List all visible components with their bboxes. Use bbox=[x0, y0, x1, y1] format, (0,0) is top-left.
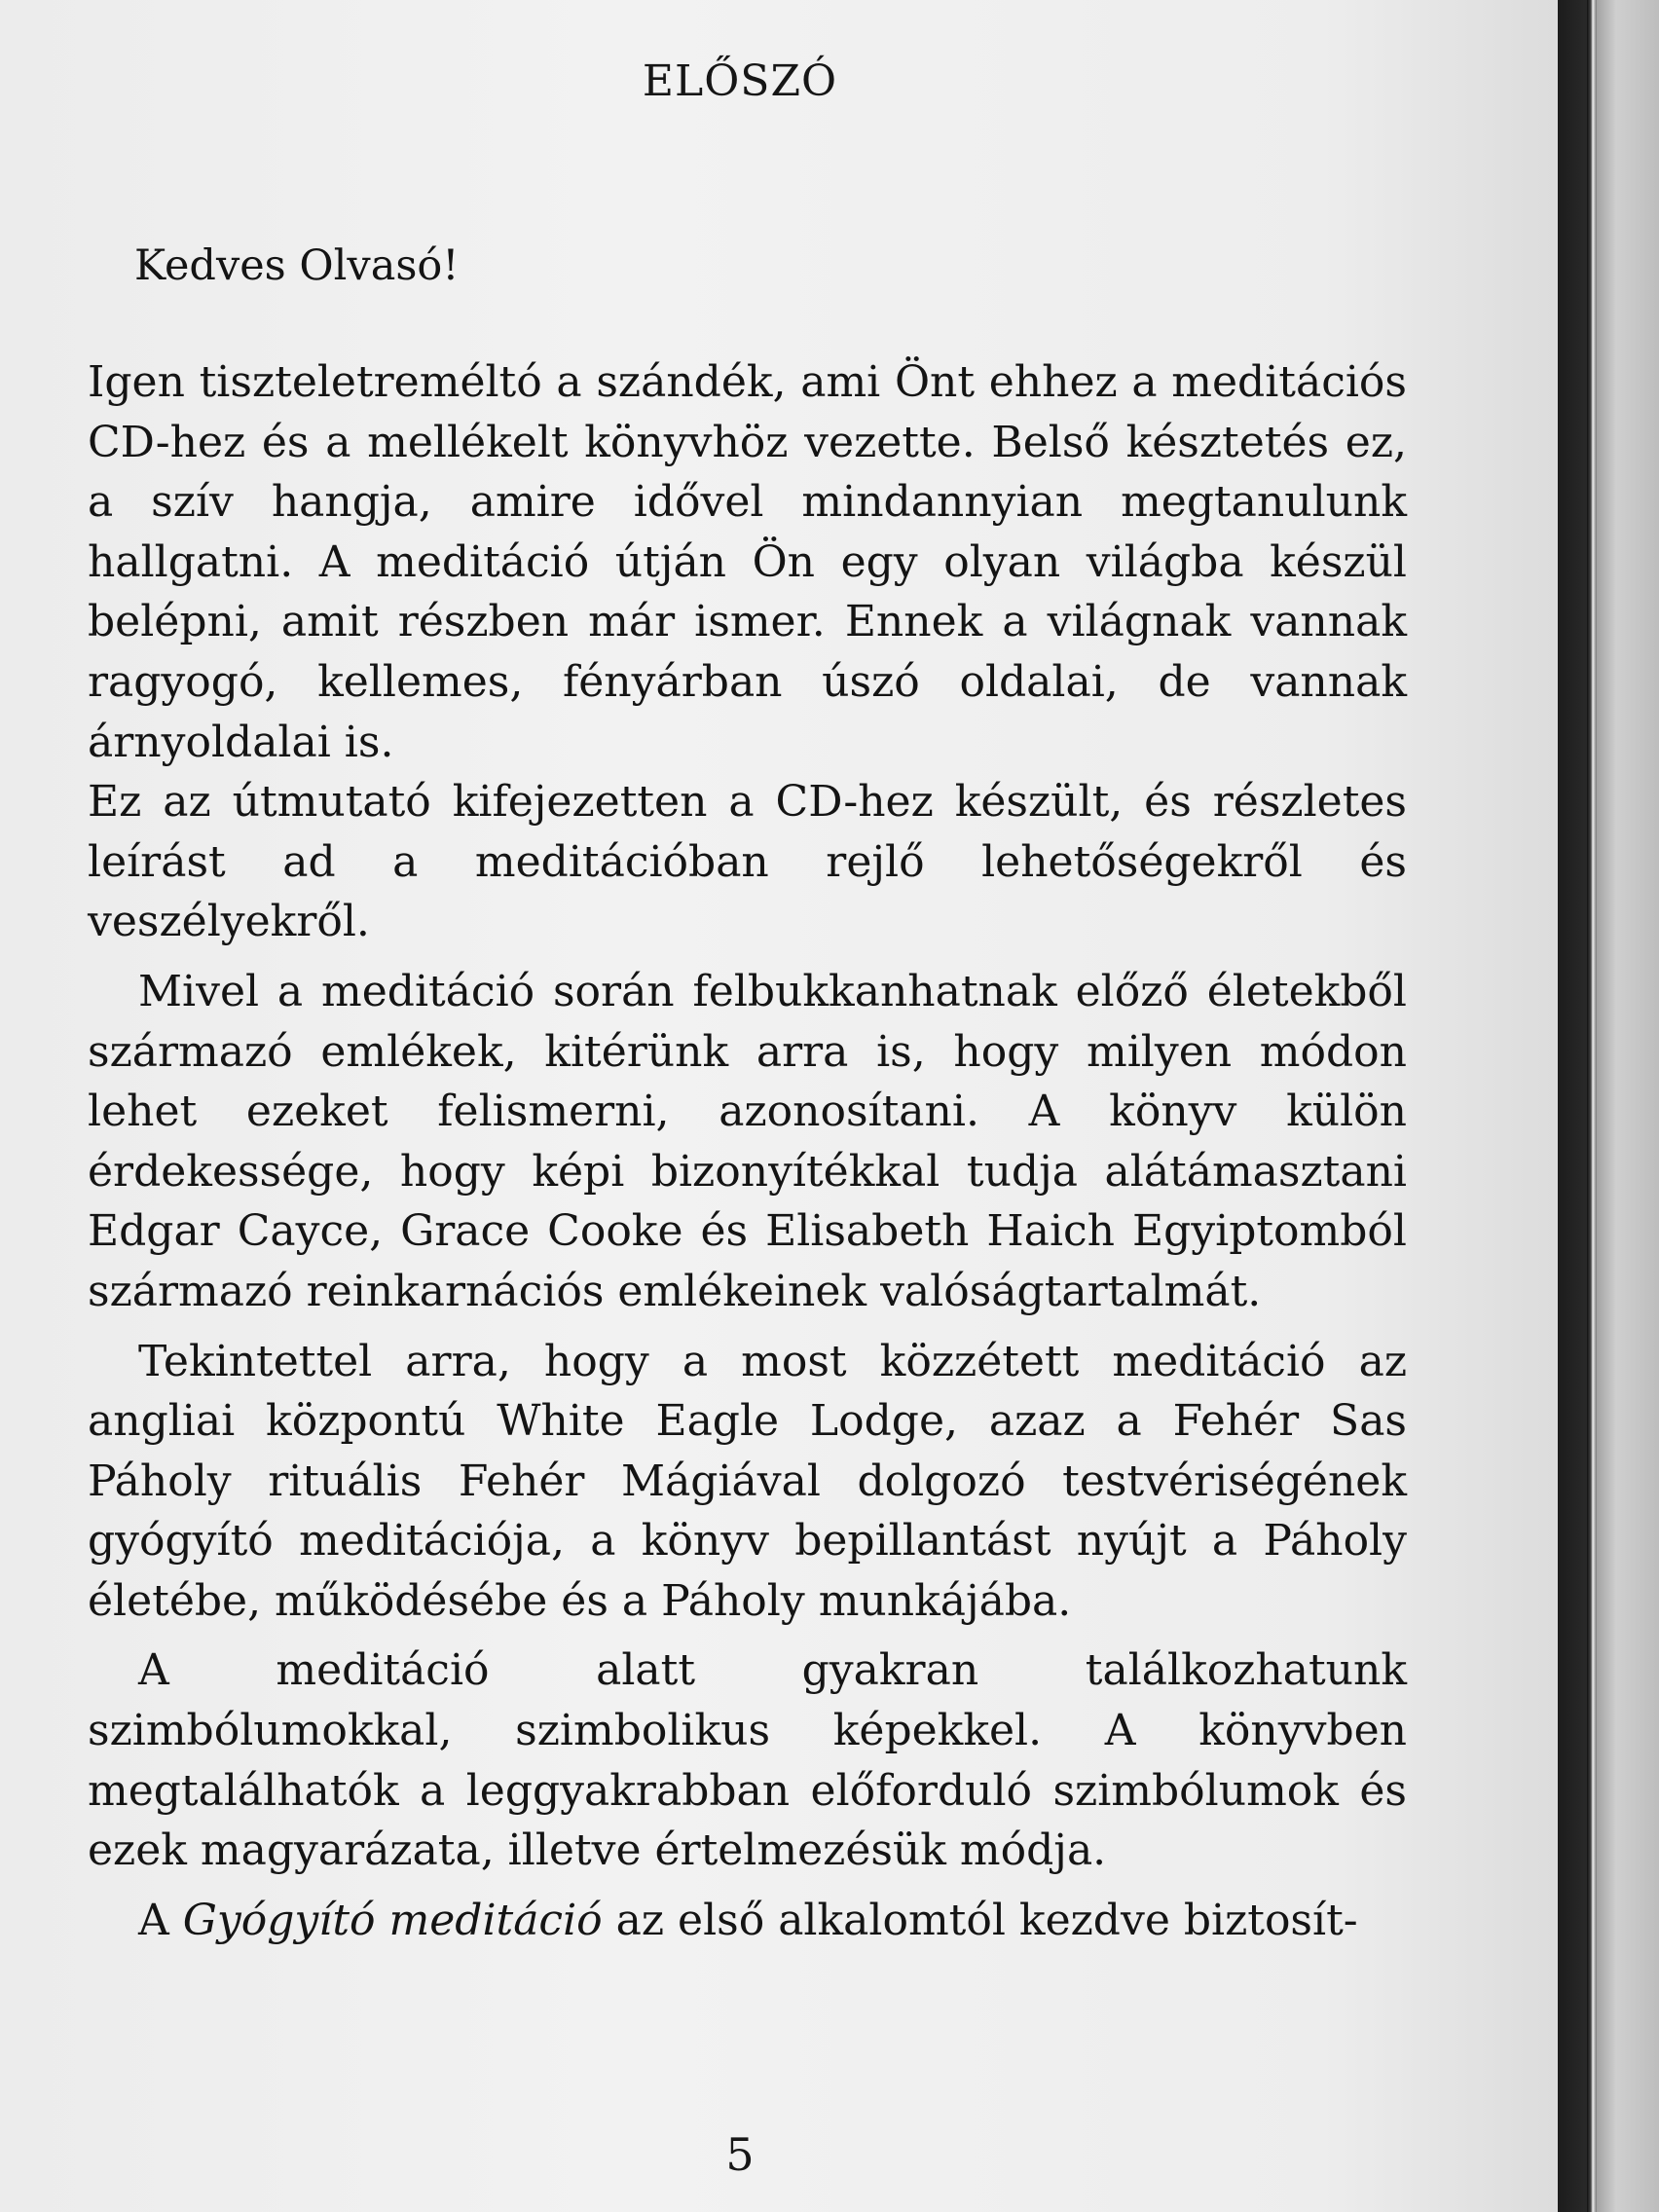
paragraph-6 bbox=[88, 1891, 1407, 1951]
body-text bbox=[88, 352, 1407, 1950]
paragraph-3: Mivel a meditáció során felbukkanhatnak előző életekből származó emlékek, kitérünk arra is, hogy milyen módon lehet ezeket felismerni, azonosítani. A könyv külön érdekessége, hogy képi bizonyítékkal tudja alátámasztani Edgar Cayce, Grace Cooke és Elisabeth Haich Egyiptomból származó reinkarnációs emlékeinek valóságtartalmát. bbox=[88, 966, 1407, 1316]
paragraph-2: Ez az útmutató kifejezetten a CD-hez készült, és részletes leírást ad a meditációban rejlő lehetőségekről és veszélyekről. bbox=[88, 777, 1407, 947]
paragraph-4: Tekintettel arra, hogy a most közzétett meditáció az angliai központú White Eagle Lodge, azaz a Fehér Sas Páholy rituális Fehér Mágiával dolgozó testvériségének gyógyító meditációja, a könyv bepillantást nyújt a Páholy életébe, működésébe és a Páholy munkájába. bbox=[88, 1336, 1407, 1626]
spine-line bbox=[1587, 0, 1597, 2212]
paragraph-6-tail: az első alkalomtól kezdve biztosít- bbox=[602, 1895, 1358, 1945]
book-title-italic: Gyógyító meditáció bbox=[182, 1895, 603, 1945]
paragraph-1: Igen tiszteletreméltó a szándék, ami Önt ehhez a meditációs CD-hez és a mellékelt könyvhöz vezette. Belső késztetés ez, a szív hangja, amire idővel mindannyian megtanulunk hallgatni. A meditáció útján Ön egy olyan világba készül belépni, amit részben már ismer. Ennek a világnak vannak ragyogó, kellemes, fényárban úszó oldalai, de vannak árnyoldalai is. bbox=[88, 357, 1407, 767]
page-number: 5 bbox=[725, 2128, 755, 2181]
paragraph-5: A meditáció alatt gyakran találkozhatunk szimbólumokkal, szimbolikus képekkel. A könyvben megtalálhatók a leggyakrabban előforduló szimbólumok és ezek magyarázata, illetve értelmezésük módja. bbox=[88, 1645, 1407, 1876]
greeting: Kedves Olvasó! bbox=[134, 241, 460, 290]
paragraph-6-lead: A bbox=[138, 1895, 183, 1945]
chapter-title: ELŐSZÓ bbox=[642, 56, 838, 106]
book-spine-edge bbox=[1558, 0, 1659, 2212]
